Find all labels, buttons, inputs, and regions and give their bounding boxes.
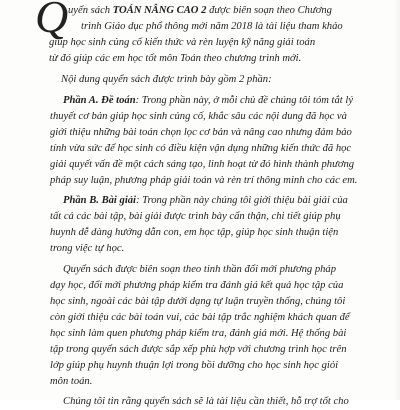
part-a-line-2: thuyết cơ bản giúp học sinh củng cố, khắc sâu các nội dung đã học và xyxy=(50,111,347,122)
method-line-4: còn giới thiệu các bài toán vui, các bài tập trắc nghiệm khách quan để xyxy=(50,312,350,323)
part-b-heading: Phần B. Bài giải xyxy=(63,195,136,206)
intro-line-1: uyển sách TOÁN NÂNG CAO 2 được biên soạn theo Chương xyxy=(68,5,332,16)
part-a-line-6: pháp suy luận, phương pháp giải toán và rèn trí thông minh cho các em. xyxy=(50,175,358,186)
part-b-line-1: Phần B. Bài giải: Trong phần này chúng tôi giới thiệu bài giải của xyxy=(63,195,348,206)
intro-line-2: trình Giáo dục phổ thông mới năm 2018 là tài liệu tham khảo xyxy=(81,21,343,32)
drop-cap: Q xyxy=(35,0,69,42)
part-b-line-3: huynh dễ dàng hướng dẫn con, em học tập, giúp học sinh thuận tiện xyxy=(50,227,339,238)
method-line-3: học sinh, ngoài các bài tập dưới dạng tự luận truyền thống, chúng tôi xyxy=(50,296,346,307)
method-line-1: Quyển sách được biên soạn theo tinh thần đổi mới phương pháp xyxy=(63,264,337,275)
book-title: TOÁN NÂNG CAO 2 xyxy=(112,5,207,16)
method-line-7: lớp giúp phụ huynh thuận lợi trong bồi dưỡng cho học sinh học giỏi xyxy=(50,360,339,371)
method-line-2: dạy học, đổi mới phương pháp kiểm tra đánh giá kết quả học tập của xyxy=(50,280,344,291)
scan-shadow xyxy=(394,0,400,400)
part-b-line-4: trong việc tự học. xyxy=(50,243,125,254)
part-a-line-4: tính vừa sức để học sinh có điều kiện vận dụng những kiến thức đã học xyxy=(50,143,352,154)
intro-line-3: giúp học sinh củng cố kiến thức và rèn luyện kỹ năng giải toán xyxy=(49,37,316,48)
part-a-heading: Phần A. Đề toán xyxy=(63,95,136,106)
closing-line: Chúng tôi tin rằng quyển sách sẽ là tài liệu cần thiết, hỗ trợ tốt cho xyxy=(63,396,349,407)
part-b-line-2: tất cả các bài tập, bài giải được trình bày cẩn thận, chi tiết giúp phụ xyxy=(50,211,341,222)
structure-line: Nội dung quyển sách được trình bày gồm 2 phần: xyxy=(61,74,272,85)
method-line-5: học sinh làm quen phương pháp kiểm tra, đánh giá mới. Hệ thống bài xyxy=(50,328,347,339)
part-a-line-1: Phần A. Đề toán: Trong phần này, ở mỗi chủ đề chúng tôi tóm tắt lý xyxy=(63,95,354,106)
intro-line-4: từ đó giúp các em học tốt môn Toán theo chương trình mới. xyxy=(49,53,302,64)
method-line-6: tập trong quyển sách được sắp xếp phù hợp với chương trình học trên xyxy=(50,344,347,355)
part-a-line-3: giới thiệu những bài toán chọn lọc cơ bản và nâng cao nhưng đảm bảo xyxy=(50,127,352,138)
part-a-line-5: giải quyết vấn đề một cách sáng tạo, linh hoạt từ đó hình thành phương xyxy=(50,159,355,170)
method-line-8: môn toán. xyxy=(50,376,93,387)
